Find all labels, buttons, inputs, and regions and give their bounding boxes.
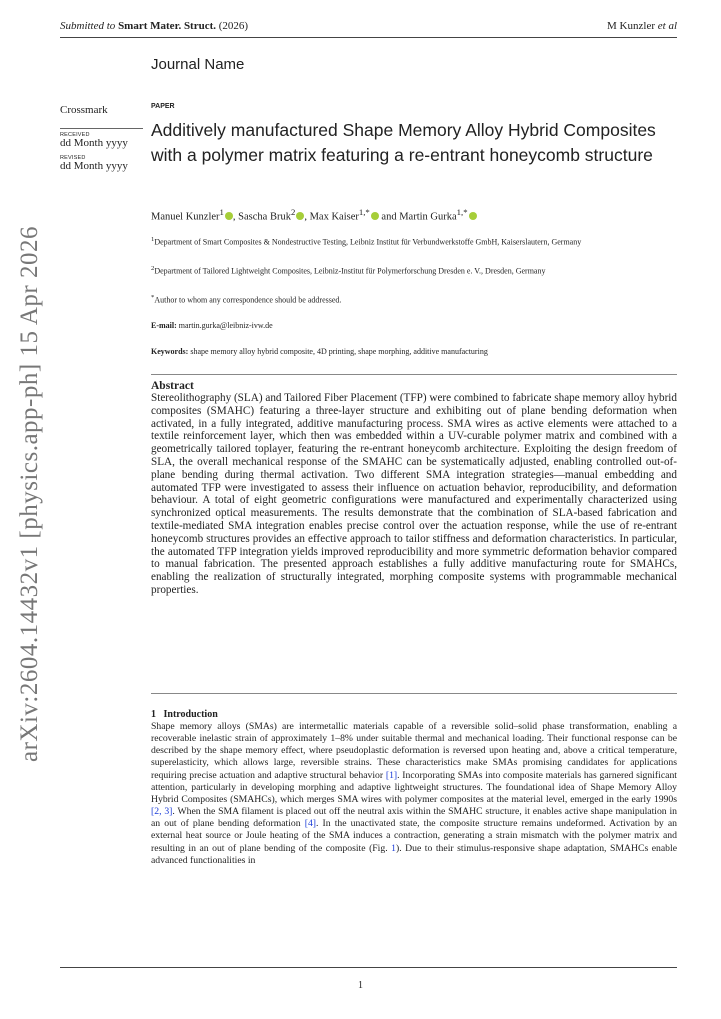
paper-type-label: PAPER — [151, 103, 175, 110]
author-name: Manuel Kunzler — [151, 211, 220, 223]
orcid-icon[interactable] — [469, 212, 477, 220]
author-name: Martin Gurka — [399, 211, 457, 223]
keywords-line: Keywords: shape memory alloy hybrid composite, 4D printing, shape morphing, additive manufacturing — [151, 347, 488, 356]
affiliation-2: $^2$Department of Tailored Lightweight Composites, Leibniz-Institut für Polymerforschung Dresden e. V., Dresden, Germany — [151, 265, 546, 276]
author-list: Manuel Kunzler$^1$ , Sascha Bruk$^2$ , Max Kaiser$^{1,*}$ and Martin Gurka$^{1,*}$ — [151, 207, 681, 223]
page-number: 1 — [358, 980, 363, 991]
section-heading: 1 Introduction — [151, 709, 218, 720]
abstract-text: Stereolithography (SLA) and Tailored Fiber Placement (TFP) were combined to fabricate shape memory alloy hybrid composites (SMAHC) featuring a three-layer structure and exhibiting out of plane bending deformation when activated, in a fully integrated, additive manufacturing process. SMA wires as active elements were attached to a textile reinforcement layer, which then was embedded within a UV-curable polymer matrix and combined with a geometrically tailored toplayer, featuring the re-entrant honeycomb architecture. Exploiting the design freedom of SLA, the overall mechanical response of the SMAHC can be systematically adjusted, enabling controlled out-of-plane bending during thermal activation. Two different SMA integration strategies—manual embedding and automated TFP were investigated to assess their influence on actuation behavior, reproducibility, and deformation behaviour. A total of eight geometric configurations were manufactured and experimentally characterized using synchronized optical measurements. The results demonstrate that the combination of SLA-based fabrication and textile-mediated SMA integration enables precise control over the actuation response, while the use of re-entrant honeycomb structures provides an effective approach to tailor stiffness and deformation characteristics. In particular, the automated TFP integration yields improved reproducibility and more symmetric deformation behavior compared to manual fabrication. The presented approach establishes a fully additive manufacturing route for SMAHCs, enabling the realization of structurally integrated, morphing composite systems with programmable mechanical properties. — [151, 392, 677, 596]
author-name: Sascha Bruk — [238, 211, 291, 223]
arxiv-stamp[interactable]: arXiv:2604.14432v1 [physics.app-ph] 15 Apr 2026 — [16, 226, 43, 762]
figure-link[interactable]: 1 — [391, 842, 396, 854]
header-left: Submitted to Smart Mater. Struct. (2026) — [60, 20, 249, 32]
citation-link[interactable]: [4] — [304, 818, 317, 830]
journal-name: Journal Name — [151, 56, 245, 73]
received-label: RECEIVED — [60, 132, 90, 138]
header-right: M Kunzler et al — [607, 20, 677, 32]
orcid-icon[interactable] — [371, 212, 379, 220]
affiliation-1: $^1$Department of Smart Composites & Nondestructive Testing, Leibniz Institut für Verbundwerkstoffe GmbH, Kaiserslautern, Germany — [151, 236, 582, 247]
orcid-icon[interactable] — [225, 212, 233, 220]
email-link[interactable]: martin.gurka@leibniz-ivw.de — [178, 321, 273, 330]
received-date: dd Month yyyy — [60, 137, 128, 149]
sidebar-rule — [60, 128, 143, 129]
abstract-top-rule — [151, 374, 677, 375]
paper-title: Additively manufactured Shape Memory Alloy Hybrid Composites with a polymer matrix featuring a re-entrant honeycomb structure — [151, 120, 656, 165]
running-header — [60, 20, 677, 32]
revised-date: dd Month yyyy — [60, 160, 128, 172]
received-block — [60, 132, 128, 149]
header-rule — [60, 37, 677, 38]
citation-link[interactable]: [1] — [385, 769, 398, 781]
correspondence-note: *Author to whom any correspondence should be addressed. — [151, 294, 342, 305]
revised-label: REVISED — [60, 155, 86, 161]
abstract-bottom-rule — [151, 693, 677, 694]
citation-link[interactable]: [2, 3] — [151, 806, 173, 818]
email-line: E-mail: martin.gurka@leibniz-ivw.de — [151, 321, 273, 330]
revised-block — [60, 155, 128, 172]
section-body: Shape memory alloys (SMAs) are intermetallic materials capable of a reversible solid–solid phase transformation, enabling a recoverable inelastic strain of approximately 1–8% under suitable thermal and mechanical loading. Their functional response can be described by the shape memory effect, where pseudoplastic deformation is reversed upon heating and, above a critical temperature, superelasticity, which allows large, reversible strains. These characteristics make SMAs promising candidates for applications requiring precise actuation and adaptive structural behavior [1]. Incorporating SMAs into composite materials has garnered significant attention, particularly in developing morphing and adaptive lightweight structures. The foundational idea of Shape Memory Alloy Hybrid Composites (SMAHCs), which merges SMA wires with polymer composites at the material level, emerged in the early 1990s [2, 3]. When the SMA filament is placed out off the neutral axis within the SMAHC structure, it enables active shape manipulation in an out of plane bending deformation [4]. In the unactivated state, the composite structure remains undeformed. Activation by an external heat source or Joule heating of the SMA induces a contraction, generating a strain mismatch with the polymer matrix and resulting in an out of plane bending of the composite (Fig. 1). Due to their stimulus-responsive shape adaptation, SMAHCs enable advanced functionalities in — [151, 721, 678, 866]
abstract-heading: Abstract — [151, 380, 194, 392]
footer-rule — [60, 967, 677, 968]
crossmark-link[interactable]: Crossmark — [60, 104, 108, 116]
author-name: Max Kaiser — [309, 211, 359, 223]
